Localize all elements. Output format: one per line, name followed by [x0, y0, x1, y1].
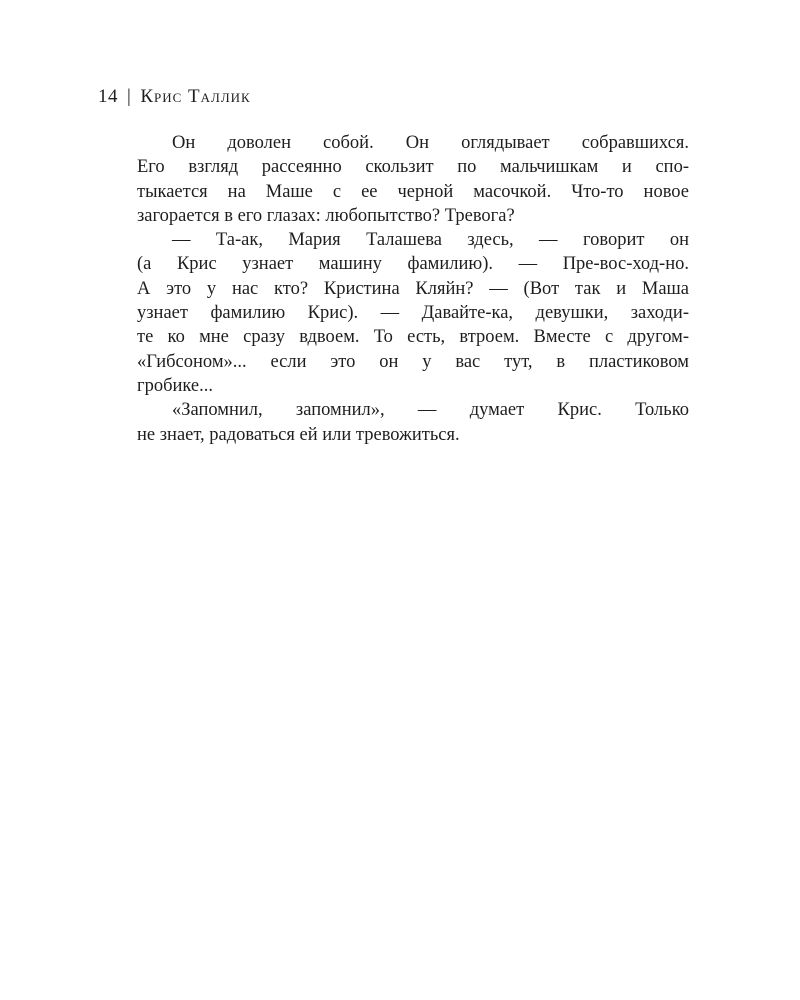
- text-line: тыкается на Маше с ее черной масочкой. Что-то новое: [137, 181, 689, 202]
- header-author: Крис Таллик: [140, 86, 251, 107]
- header-separator: |: [127, 86, 132, 107]
- text-line: «Запомнил, запомнил», — думает Крис. Только: [172, 400, 689, 421]
- text-line: узнает фамилию Крис). — Давайте-ка, девушки, заходи-: [137, 303, 689, 324]
- text-line: А это у нас кто? Кристина Кляйн? — (Вот так и Маша: [137, 278, 689, 299]
- running-head: [98, 85, 251, 109]
- text-line: — Та-ак, Мария Талашева здесь, — говорит он: [172, 230, 689, 251]
- text-line: те ко мне сразу вдвоем. То есть, втроем. Вместе с другом-: [137, 327, 689, 348]
- text-line: «Гибсоном»... если это он у вас тут, в пластиковом: [137, 351, 689, 372]
- text-line: (а Крис узнает машину фамилию). — Пре-вос-ход-но.: [137, 254, 689, 275]
- text-line: гробике...: [137, 375, 214, 396]
- body-text: [137, 131, 689, 447]
- page-number: 14: [98, 86, 118, 107]
- text-line: загорается в его глазах: любопытство? Тревога?: [137, 205, 515, 226]
- text-line: Его взгляд рассеянно скользит по мальчишкам и спо-: [137, 157, 689, 178]
- text-line: Он доволен собой. Он оглядывает собравшихся.: [172, 133, 689, 153]
- text-line: не знает, радоваться ей или тревожиться.: [137, 424, 460, 445]
